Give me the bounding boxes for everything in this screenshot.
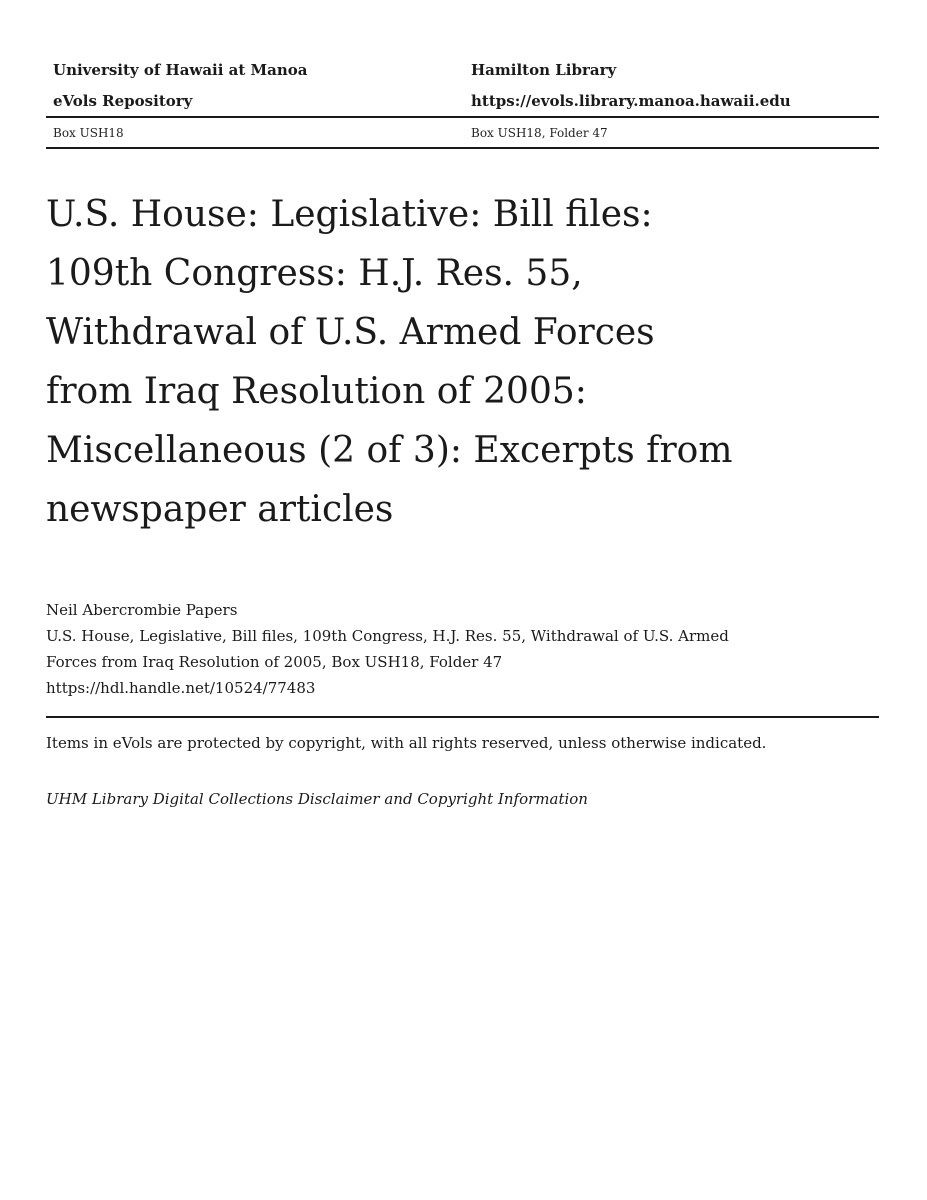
document-title [46, 185, 806, 539]
header-block [46, 54, 879, 149]
title-line: Withdrawal of U.S. Armed Forces [46, 312, 655, 353]
header-row-1 [46, 54, 879, 85]
folder-label: Box USH18, Folder 47 [471, 125, 608, 140]
description-line: Forces from Iraq Resolution of 2005, Box USH18, Folder 47 [46, 653, 503, 671]
description-line: U.S. House, Legislative, Bill files, 109th Congress, H.J. Res. 55, Withdrawal of U.S. Armed [46, 627, 729, 645]
box-row [46, 118, 879, 147]
disclaimer-link[interactable]: UHM Library Digital Collections Disclaimer and Copyright Information [46, 790, 588, 808]
metadata-block [46, 597, 806, 701]
footer-divider [46, 716, 879, 718]
title-line: newspaper articles [46, 489, 394, 530]
repository-url[interactable]: https://evols.library.manoa.hawaii.edu [471, 91, 791, 110]
library-name: Hamilton Library [471, 60, 617, 79]
collection-name: Neil Abercrombie Papers [46, 601, 238, 619]
copyright-notice: Items in eVols are protected by copyright, with all rights reserved, unless otherwise indicated. [46, 734, 767, 752]
title-line: from Iraq Resolution of 2005: [46, 371, 587, 412]
title-line: Miscellaneous (2 of 3): Excerpts from [46, 430, 733, 471]
handle-link[interactable]: https://hdl.handle.net/10524/77483 [46, 679, 316, 697]
title-line: 109th Congress: H.J. Res. 55, [46, 253, 583, 294]
institution-name: University of Hawaii at Manoa [53, 60, 308, 79]
repository-name: eVols Repository [53, 91, 193, 110]
header-row-2 [46, 85, 879, 116]
box-divider [46, 147, 879, 149]
title-line: U.S. House: Legislative: Bill files: [46, 194, 653, 235]
box-label: Box USH18 [53, 125, 124, 140]
